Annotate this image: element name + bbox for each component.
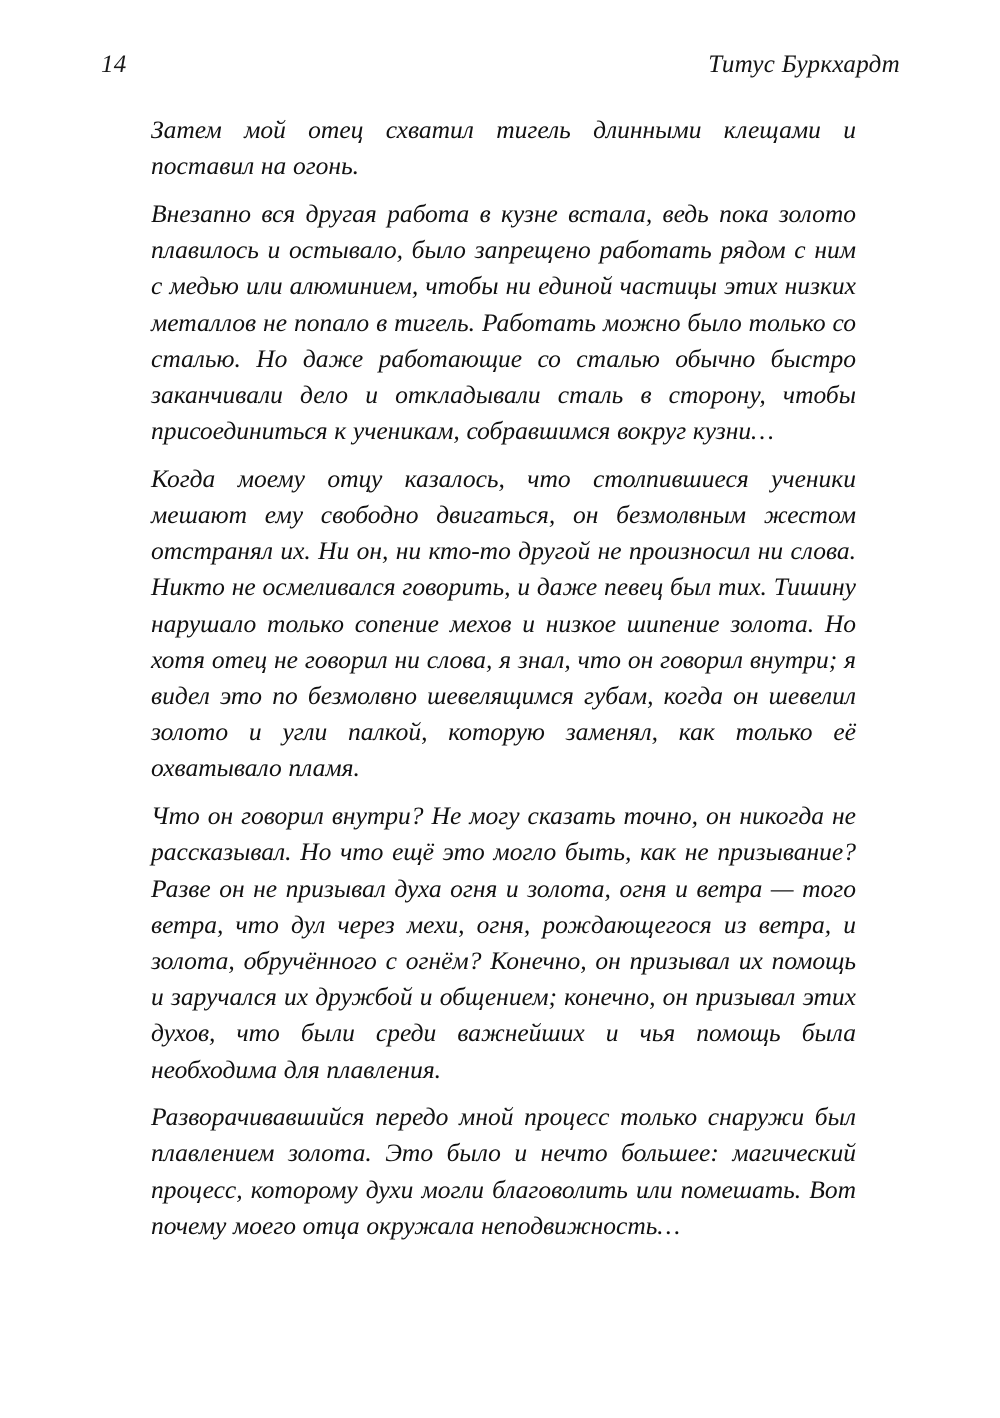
paragraph: Затем мой отец схватил тигель длинными клещами и поставил на огонь. (151, 115, 856, 181)
body-text-column (151, 112, 856, 1244)
paragraph: Когда моему отцу казалось, что столпившиеся ученики мешают ему свободно двигаться, он безмолвным жестом отстранял их. Ни он, ни кто-то другой не произносил ни слова. Никто не осмеливался говорить, и даже певец был тих. Тишину нарушало только сопение мехов и низкое шипение золота. Но хотя отец не говорил ни слова, я знал, что он говорил внутри; я видел это по безмолвно шевелящимся губам, когда он шевелил золото и угли палкой, которую заменял, как только её охватывало пламя. (151, 463, 856, 783)
paragraph: Внезапно вся другая работа в кузне встала, ведь пока золото плавилось и остывало, было запрещено работать рядом с ним с медью или алюминием, чтобы ни единой частицы этих низких металлов не попало в тигель. Работать можно было только со сталью. Но даже работающие со сталью обычно быстро заканчивали дело и откладывали сталь в сторону, чтобы присоединиться к ученикам, собравшимся вокруг кузни… (151, 198, 856, 446)
page-number: 14 (101, 51, 127, 78)
paragraph: Что он говорил внутри? Не могу сказать точно, он никогда не рассказывал. Но что ещё это могло быть, как не призывание? Разве он не призывал духа огня и золота, огня и ветра — того ветра, что дул через мехи, огня, рождающегося из ветра, и золота, обручённого с огнём? Конечно, он призывал их помощь и заручался их дружбой и общением; конечно, он призывал этих духов, что были среди важнейших и чья помощь была необходима для плавления. (151, 801, 856, 1084)
running-head-title: Титус Буркхардт (708, 51, 900, 78)
running-header (101, 52, 900, 86)
paragraph: Разворачивавшийся передо мной процесс только снаружи был плавлением золота. Это было и нечто большее: магический процесс, которому духи могли благоволить или помешать. Вот почему моего отца окружала неподвижность… (151, 1102, 856, 1240)
